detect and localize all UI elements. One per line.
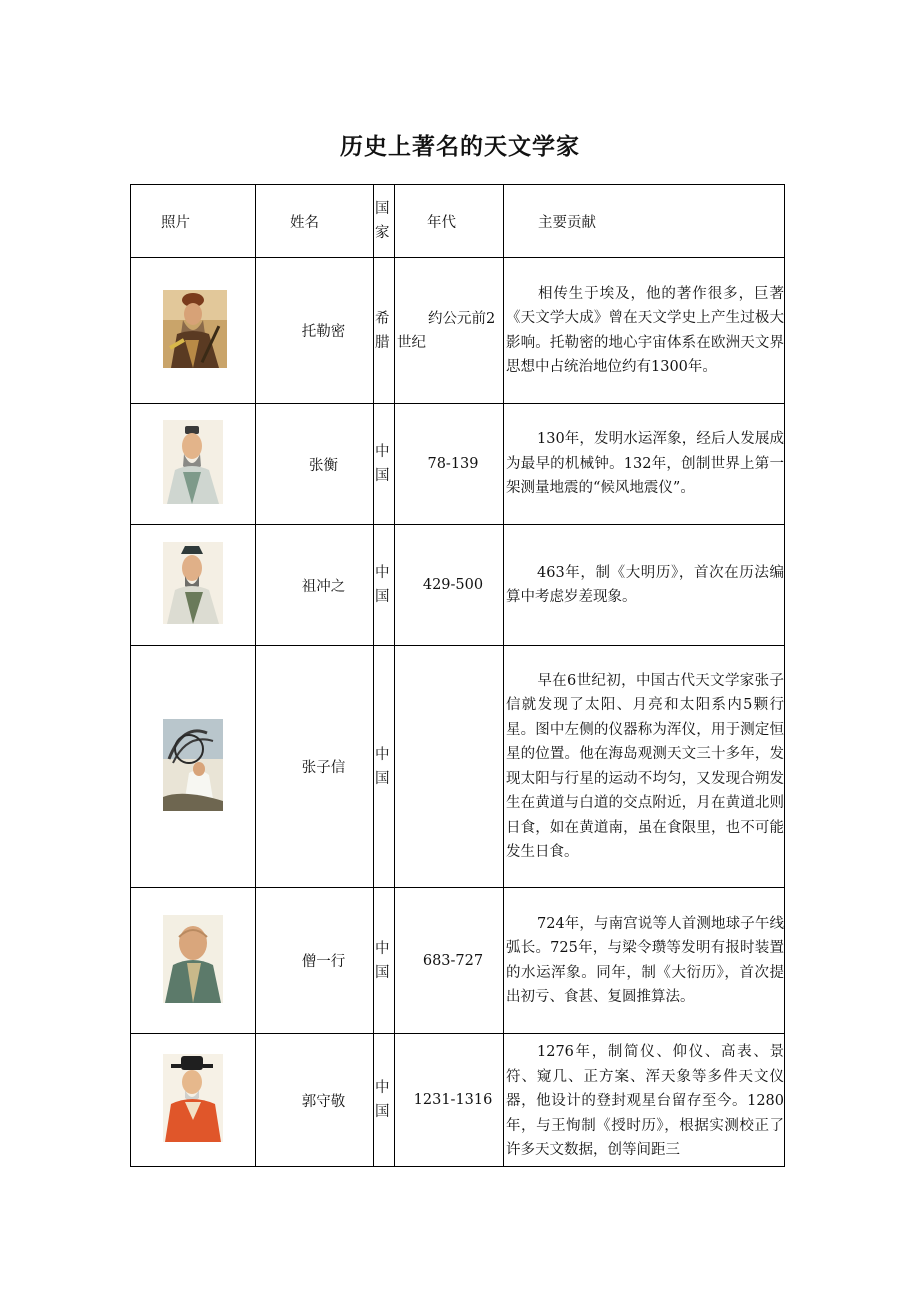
country-cell: 中国 [374, 646, 395, 888]
photo-cell [131, 258, 256, 404]
era-cell: 1231-1316 [395, 1034, 504, 1167]
photo-cell [131, 646, 256, 888]
portrait-ptolemy-image [163, 290, 223, 368]
portrait-yi-xing-image [163, 915, 223, 1003]
table-row [131, 1034, 785, 1167]
header-country: 国家 [374, 185, 395, 258]
contribution-text: 463年，制《大明历》，首次在历法编算中考虑岁差现象。 [506, 564, 784, 605]
table-row [131, 404, 785, 525]
contribution-text: 724年，与南宫说等人首测地球子午线弧长。725年，与梁令瓒等发明有报时装置的水运浑象。同年，制《大衍历》，首次提出初亏、食甚、复圆推算法。 [506, 915, 784, 1005]
country-cell: 中国 [374, 888, 395, 1034]
contribution-text: 1276年，制简仪、仰仪、高表、景符、窥几、正方案、浑天象等多件天文仪器，他设计的登封观星台留存至今。1280年，与王恂制《授时历》，根据实测校正了许多天文数据，创等间距三 [506, 1044, 784, 1158]
name-cell: 祖冲之 [256, 525, 374, 646]
photo-cell [131, 404, 256, 525]
portrait-zhang-zixin-image [163, 719, 223, 811]
table-row [131, 888, 785, 1034]
table-row [131, 646, 785, 888]
photo-cell [131, 1034, 256, 1167]
contribution-text: 130年，发明水运浑象，经后人发展成为最早的机械钟。132年，创制世界上第一架测量地震的“候风地震仪”。 [506, 431, 784, 497]
name-cell: 僧一行 [256, 888, 374, 1034]
portrait-zu-chongzhi-image [163, 542, 223, 624]
country-cell: 中国 [374, 1034, 395, 1167]
name-cell: 托勒密 [256, 258, 374, 404]
header-name: 姓名 [256, 185, 374, 258]
header-era: 年代 [395, 185, 504, 258]
country-cell: 希腊 [374, 258, 395, 404]
era-cell [395, 646, 504, 888]
name-cell: 张衡 [256, 404, 374, 525]
portrait-guo-shoujing-image [163, 1054, 223, 1142]
contribution-cell [504, 404, 785, 525]
era-cell [395, 258, 504, 404]
page-title: 历史上著名的天文学家 [340, 134, 580, 160]
era-cell: 683-727 [395, 888, 504, 1034]
contribution-cell [504, 1034, 785, 1167]
header-photo: 照片 [131, 185, 256, 258]
header-contribution: 主要贡献 [504, 185, 785, 258]
country-cell: 中国 [374, 525, 395, 646]
country-cell: 中国 [374, 404, 395, 525]
contribution-cell [504, 258, 785, 404]
portrait-zhang-heng-image [163, 420, 223, 504]
table-row [131, 525, 785, 646]
table-row [131, 258, 785, 404]
name-cell: 张子信 [256, 646, 374, 888]
table-header-row [131, 185, 785, 258]
contribution-cell [504, 525, 785, 646]
photo-cell [131, 525, 256, 646]
astronomers-table [130, 184, 785, 1167]
contribution-text: 相传生于埃及，他的著作很多，巨著《天文学大成》曾在天文学史上产生过极大影响。托勒密的地心宇宙体系在欧洲天文界思想中占统治地位约有1300年。 [506, 285, 784, 375]
name-cell: 郭守敬 [256, 1034, 374, 1167]
era-cell: 78-139 [395, 404, 504, 525]
contribution-cell [504, 888, 785, 1034]
era-text: 约公元前2世纪 [397, 310, 496, 351]
photo-cell [131, 888, 256, 1034]
era-cell: 429-500 [395, 525, 504, 646]
contribution-cell [504, 646, 785, 888]
contribution-text: 早在6世纪初，中国古代天文学家张子信就发现了太阳、月亮和太阳系内5颗行星。图中左侧的仪器称为浑仪，用于测定恒星的位置。他在海岛观测天文三十多年，发现太阳与行星的运动不均匀，又发现合朔发生在黄道与白道的交点附近，月在黄道北则日食，如在黄道南，虽在食限里，也不可能发生日食。 [506, 672, 784, 860]
